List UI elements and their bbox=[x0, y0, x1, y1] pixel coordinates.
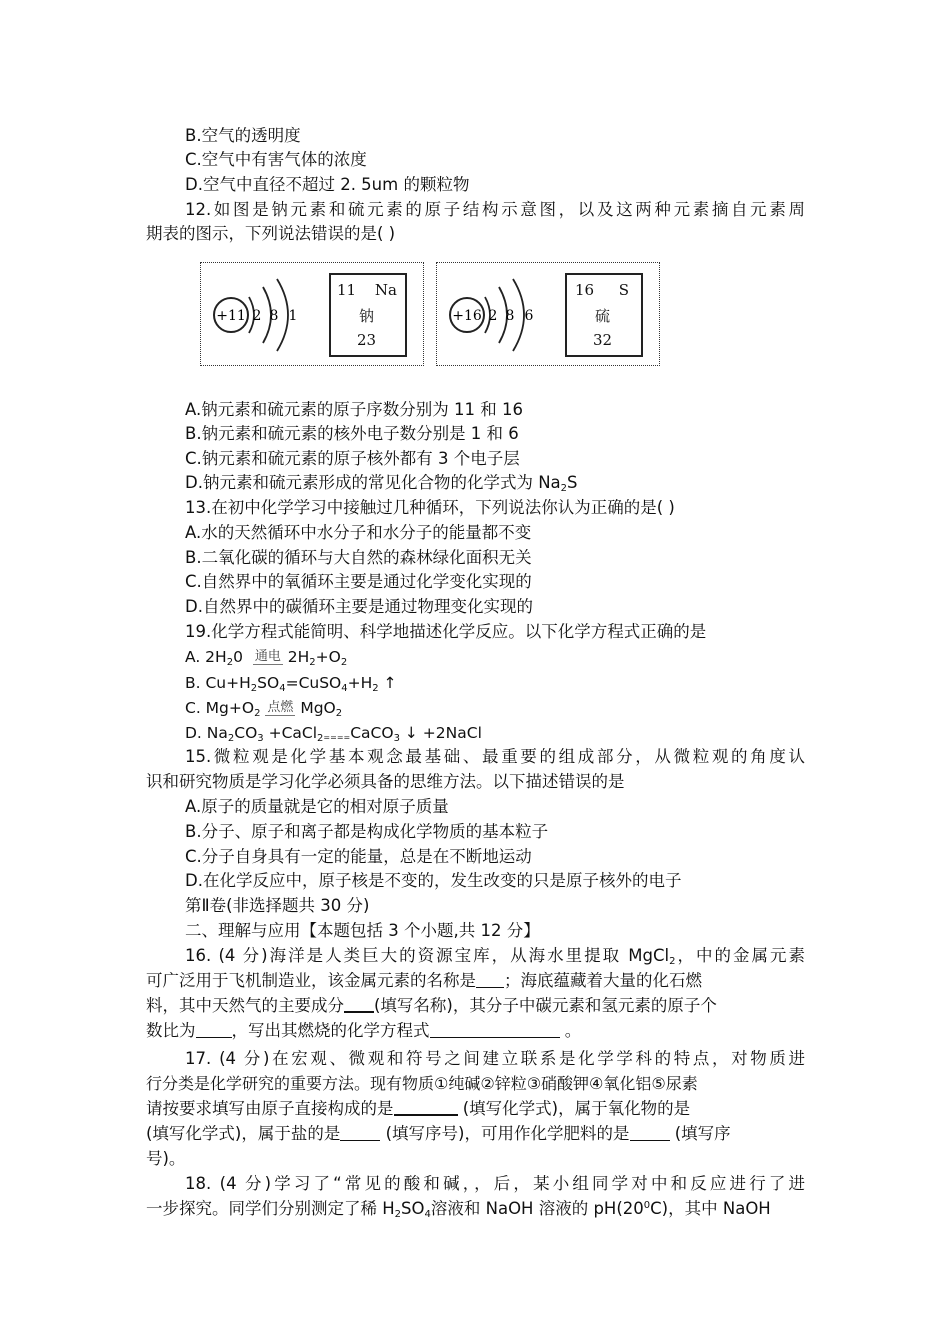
q15-option-b: B.分子、原子和离子都是构成化学物质的基本粒子 bbox=[185, 822, 549, 841]
q16-line2: 可广泛用于飞机制造业，该金属元素的名称是 ；海底蕴藏着大量的化石燃 bbox=[146, 971, 702, 990]
sodium-symbol: Na bbox=[374, 281, 397, 299]
q12-option-c: C.钠元素和硫元素的原子核外都有 3 个电子层 bbox=[185, 449, 520, 468]
sulfur-atom-diagram bbox=[441, 269, 551, 359]
part2-title: 第Ⅱ卷(非选择题共 30 分) bbox=[185, 896, 370, 915]
q17-blank-1[interactable] bbox=[394, 1098, 458, 1116]
sodium-periodic-cell bbox=[329, 273, 407, 357]
q19-stem: 19.化学方程式能简明、科学地描述化学反应。以下化学方程式正确的是 bbox=[185, 622, 707, 641]
sulfur-shell-1: 2 bbox=[488, 308, 498, 324]
q17-line1: 17. (4 分)在宏观、微观和符号之间建立联系是化学学科的特点，对物质进 bbox=[185, 1049, 805, 1068]
q11-option-b: B.空气的透明度 bbox=[185, 126, 301, 145]
q11-option-d: D.空气中直径不超过 2. 5um 的颗粒物 bbox=[185, 175, 470, 194]
q17-line3: 请按要求填写由原子直接构成的是 (填写化学式)，属于氧化物的是 bbox=[146, 1099, 691, 1118]
q17-line2: 行分类是化学研究的重要方法。现有物质①纯碱②锌粒③硝酸钾④氧化铝⑤尿素 bbox=[146, 1074, 698, 1093]
q17-line5: 号)。 bbox=[146, 1149, 186, 1168]
q16-blank-4[interactable] bbox=[430, 1021, 560, 1038]
q13-option-d: D.自然界中的碳循环主要是通过物理变化实现的 bbox=[185, 597, 533, 616]
sulfur-atomic-mass: 32 bbox=[593, 331, 613, 349]
q13-stem: 13.在初中化学学习中接触过几种循环，下列说法你认为正确的是( ) bbox=[185, 498, 675, 517]
q19-option-d: D. $Na_2CO_3$ +CaCl$_2$====CaCO$_3$ ↓ +2NaCl bbox=[185, 724, 482, 744]
sodium-atomic-mass: 23 bbox=[357, 331, 377, 349]
sulfur-periodic-cell bbox=[565, 273, 643, 357]
q13-option-a: A.水的天然循环中水分子和水分子的能量都不变 bbox=[185, 523, 532, 542]
q16-blank-1[interactable] bbox=[476, 971, 504, 988]
sodium-figure bbox=[200, 262, 424, 366]
q15-stem-line1: 15.微粒观是化学基本观念最基础、最重要的组成部分，从微粒观的角度认 bbox=[185, 747, 805, 766]
q15-option-d: D.在化学反应中，原子核是不变的，发生改变的只是原子核外的电子 bbox=[185, 871, 682, 890]
q18-line2: 一步探究。同学们分别测定了稀 $H_2SO_4$溶液和 NaOH 溶液的 $pH(20^0C)$，其中 NaOH bbox=[146, 1199, 771, 1220]
sulfur-nucleus: +16 bbox=[452, 308, 482, 324]
sulfur-name: 硫 bbox=[595, 307, 611, 325]
sulfur-symbol: S bbox=[618, 281, 629, 299]
q12-option-b: B.钠元素和硫元素的核外电子数分别是 1 和 6 bbox=[185, 424, 519, 443]
part2-section-heading: 二、理解与应用【本题包括 3 个小题,共 12 分】 bbox=[185, 921, 540, 940]
q13-option-c: C.自然界中的氧循环主要是通过化学变化实现的 bbox=[185, 572, 532, 591]
sodium-atomic-number: 11 bbox=[337, 281, 357, 299]
sulfur-atomic-number: 16 bbox=[575, 281, 595, 299]
q16-line1: 16. (4 分)海洋是人类巨大的资源宝库，从海水里提取 MgCl$_2$，中的金属元素 bbox=[185, 946, 806, 967]
q15-stem-line2: 识和研究物质是学习化学必须具备的思维方法。以下描述错误的是 bbox=[146, 772, 625, 791]
q19-option-c: C. $Mg+O_2$ 点燃 MgO$_2$ bbox=[185, 699, 343, 719]
q16-blank-2[interactable] bbox=[344, 995, 374, 1013]
q12-stem-line2: 期表的图示，下列说法错误的是( ) bbox=[146, 224, 396, 243]
q12-option-d: D.钠元素和硫元素形成的常见化合物的化学式为 $Na_2S$ bbox=[185, 473, 578, 494]
sodium-atom-diagram bbox=[205, 269, 315, 359]
q15-option-a: A.原子的质量就是它的相对原子质量 bbox=[185, 797, 449, 816]
q11-option-c: C.空气中有害气体的浓度 bbox=[185, 150, 367, 169]
q19-option-b: B. $Cu+H_2SO_4=CuSO_4+H_2$ ↑ bbox=[185, 674, 397, 694]
sulfur-shell-3: 6 bbox=[524, 308, 534, 324]
q17-blank-3[interactable] bbox=[630, 1124, 670, 1141]
q17-line4: (填写化学式)，属于盐的是 (填写序号)，可用作化学肥料的是 (填写序 bbox=[146, 1124, 731, 1143]
sodium-shell-2: 8 bbox=[269, 308, 279, 324]
q17-blank-2[interactable] bbox=[340, 1124, 380, 1141]
sodium-nucleus: +11 bbox=[216, 308, 246, 324]
sodium-shell-3: 1 bbox=[288, 308, 298, 324]
q12-stem-line1: 12.如图是钠元素和硫元素的原子结构示意图，以及这两种元素摘自元素周 bbox=[185, 200, 805, 219]
q13-option-b: B.二氧化碳的循环与大自然的森林绿化面积无关 bbox=[185, 548, 532, 567]
sodium-shell-1: 2 bbox=[252, 308, 262, 324]
q16-line3: 料，其中天然气的主要成分 (填写名称)，其分子中碳元素和氢元素的原子个 bbox=[146, 996, 717, 1015]
q15-option-c: C.分子自身具有一定的能量，总是在不断地运动 bbox=[185, 847, 532, 866]
q16-line4: 数比为 ，写出其燃烧的化学方程式 。 bbox=[146, 1021, 582, 1040]
sulfur-shell-2: 8 bbox=[505, 308, 515, 324]
q12-option-a: A.钠元素和硫元素的原子序数分别为 11 和 16 bbox=[185, 400, 523, 419]
sulfur-figure bbox=[436, 262, 660, 366]
sodium-name: 钠 bbox=[359, 307, 375, 325]
q18-line1: 18. (4 分)学习了“常见的酸和碱，，后，某小组同学对中和反应进行了进 bbox=[185, 1174, 805, 1193]
q19-option-a: A. 2H20 通电 $2H_2+O_2$ bbox=[185, 648, 348, 668]
q16-blank-3[interactable] bbox=[196, 1021, 232, 1038]
